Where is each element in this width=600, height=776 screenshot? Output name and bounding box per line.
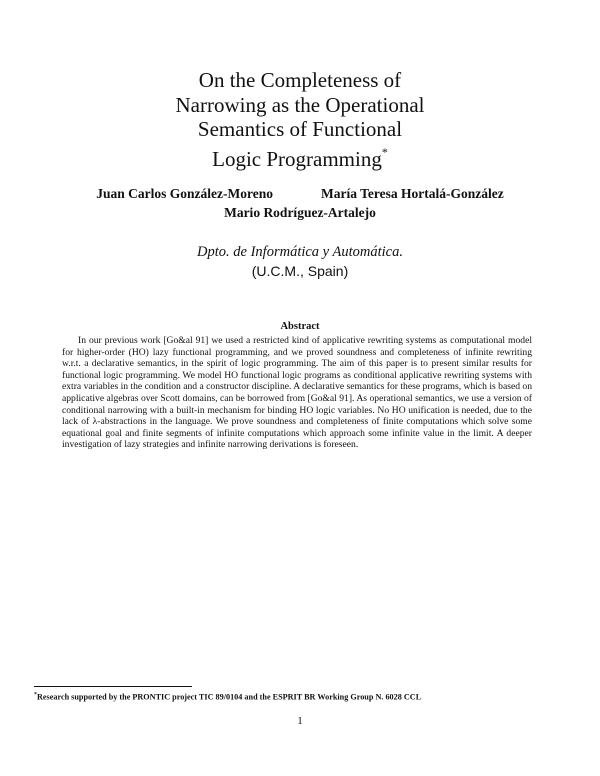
title-footnote-mark: * [381,144,388,159]
title-line-3: Semantics of Functional [197,117,403,141]
author-list [0,184,600,222]
author-name: María Teresa Hortalá-González [321,186,504,201]
paper-title [0,68,600,171]
title-line-2: Narrowing as the Operational [175,92,425,117]
affiliation-location: (U.C.M., Spain) [251,263,349,279]
affiliation: Dpto. de Informática y Automática. [197,244,403,260]
page-number: 1 [297,715,303,727]
footnote-divider [34,686,192,687]
author-name: Mario Rodríguez-Artalejo [224,205,376,220]
abstract-body: In our previous work [Go&al 91] we used a restricted kind of applicative rewriting systems as computational model for higher-order (HO) lazy functional programming, and we proved soundness and completeness of infinite rewriting w.r.t. a declarative semantics, in the spirit of logic programming. The aim of this paper is to present similar results for functional logic programming. We model HO functional logic programs as conditional applicative rewriting systems with extra variables in the condition and a constructor discipline. A declarative semantics for these programs, which is based on applicative algebras over Scott domains, can be borrowed from [Go&al 91]. As operational semantics, we use a version of conditional narrowing with a built-in mechanism for binding HO logic variables. No HO unification is needed, due to the lack of λ-abstractions in the language. We prove soundness and completeness of finite computations which solve some equational goal and finite segments of infinite computations which approach some infinite value in the limit. A deeper investigation of lazy strategies and infinite narrowing derivations is foreseen. [62,335,532,451]
title-line-1: On the Completeness of [198,68,402,92]
abstract-heading: Abstract [280,321,320,332]
author-name: Juan Carlos González-Moreno [96,186,273,201]
footnote-mark: * [34,692,37,698]
title-line-4 [0,142,600,172]
footnote-text: Research supported by the PRONTIC project TIC 89/0104 and the ESPRIT BR Working Group N. 6028 CCL [37,692,422,702]
title-line-4-text: Logic Programming [212,146,382,171]
footnote [34,690,564,703]
